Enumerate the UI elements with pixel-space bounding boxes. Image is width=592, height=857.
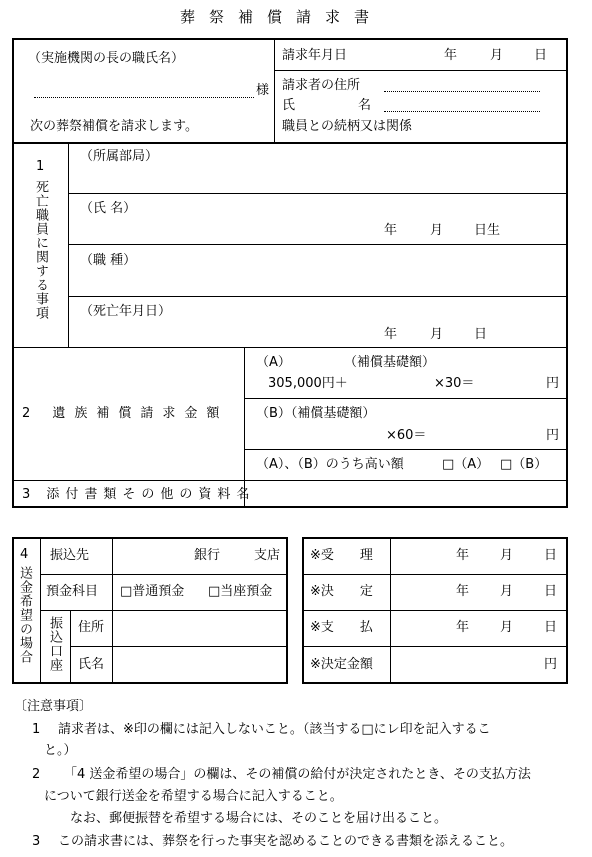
deceased-name-label: （氏 名） [80,201,137,216]
request-date-label: 請求年月日 [282,48,348,63]
a-label: （A） [256,355,291,370]
line [40,574,286,575]
claim-label: 2 遺族補償請求金額 [22,406,229,421]
a-amount: 305,000円＋ [268,376,348,391]
branch-label: 支店 [254,548,281,563]
higher-label: （A）、（B）のうち高い額 [256,457,404,472]
dept-label: （所属部局） [80,149,159,164]
birth-day: 日生 [474,223,501,238]
line [14,347,566,348]
notes-heading: 〔注意事項〕 [14,699,93,714]
amount-label: ※決定金額 [310,657,373,672]
account-type-label: 預金科目 [46,584,99,599]
a-multiplier: ×30＝ [434,376,475,391]
line [14,142,566,144]
day-label: 日 [534,48,548,63]
a-base-label: （補償基礎額） [344,355,436,370]
a-yen: 円 [546,376,560,391]
line [40,610,286,611]
line [14,480,566,481]
death-year: 年 [384,327,398,342]
decided-year: 年 [456,584,470,599]
name-label-2: 名 [358,98,372,113]
line [244,398,566,399]
line [304,610,566,611]
note1-line1: 請求者は、※印の欄には記入しないこと。（該当する□にレ印を記入するこ [58,722,491,737]
paid-day: 日 [544,620,558,635]
bank-label: 銀行 [194,548,221,563]
line [68,296,566,297]
paid-label: ※支 払 [310,620,373,635]
b-yen: 円 [546,428,560,443]
relation-label: 職員との続柄又は関係 [282,119,413,134]
account-name-label: 氏名 [78,657,105,672]
b-multiplier: ×60＝ [386,428,427,443]
received-month: 月 [500,548,514,563]
sama-label: 様 [256,83,270,98]
section1-number: 1 [36,159,45,174]
received-day: 日 [544,548,558,563]
address-field[interactable] [384,91,540,92]
option-b-checkbox[interactable]: □（B） [500,457,548,472]
agency-head-label: （実施機関の長の職氏名） [28,51,185,66]
current-checkbox[interactable]: □当座預金 [208,584,273,599]
remit-number: 4 [20,547,29,562]
request-text: 次の葬祭補償を請求します。 [30,119,198,134]
decided-day: 日 [544,584,558,599]
line [68,244,566,245]
line [304,574,566,575]
account-address-label: 住所 [78,620,105,635]
job-label: （職 種） [80,253,137,268]
remit-title: 送金希望の場合 [17,566,32,664]
received-year: 年 [456,548,470,563]
header-divider [274,40,275,142]
death-day: 日 [474,327,488,342]
line [304,646,566,647]
name-label-1: 氏 [282,98,296,113]
death-date-label: （死亡年月日） [80,304,172,319]
received-label: ※受 理 [310,548,373,563]
note2-number: 2 [32,767,41,782]
note1-line2: と。） [44,743,77,758]
paid-year: 年 [456,620,470,635]
year-label: 年 [444,48,458,63]
address-label: 請求者の住所 [282,78,361,93]
note2-line2: について銀行送金を希望する場合に記入すること。 [44,789,343,804]
attach-label: 3 添付書類その他の資料名 [22,487,256,502]
line [274,70,566,71]
dest-label: 振込先 [50,548,90,563]
account-title: 振込口座 [47,616,62,672]
paid-month: 月 [500,620,514,635]
line [68,193,566,194]
ordinary-checkbox[interactable]: □普通預金 [120,584,185,599]
decided-label: ※決 定 [310,584,373,599]
death-month: 月 [430,327,444,342]
name-field[interactable] [384,111,540,112]
section2-divider [244,347,245,506]
birth-year: 年 [384,223,398,238]
note3-line1: この請求書には、葬祭を行った事実を認めることのできる書類を添えること。 [58,834,514,849]
birth-month: 月 [430,223,444,238]
note1-number: 1 [32,722,41,737]
decided-month: 月 [500,584,514,599]
agency-head-line [34,97,254,98]
line [70,646,286,647]
page-title: 葬祭補償請求書 [180,8,384,26]
month-label: 月 [490,48,504,63]
note2-line1: 「4 送金希望の場合」の欄は、その補償の給付が決定されたとき、その支払方法 [64,767,531,782]
section1-title: 死亡職員に関する事項 [33,180,48,320]
line [244,449,566,450]
note2-line3: なお、郵便振替を希望する場合には、そのことを届け出ること。 [70,811,448,826]
option-a-checkbox[interactable]: □（A） [442,457,490,472]
note3-number: 3 [32,834,41,849]
b-label: （B）（補償基礎額） [256,406,376,421]
amount-yen: 円 [544,657,558,672]
